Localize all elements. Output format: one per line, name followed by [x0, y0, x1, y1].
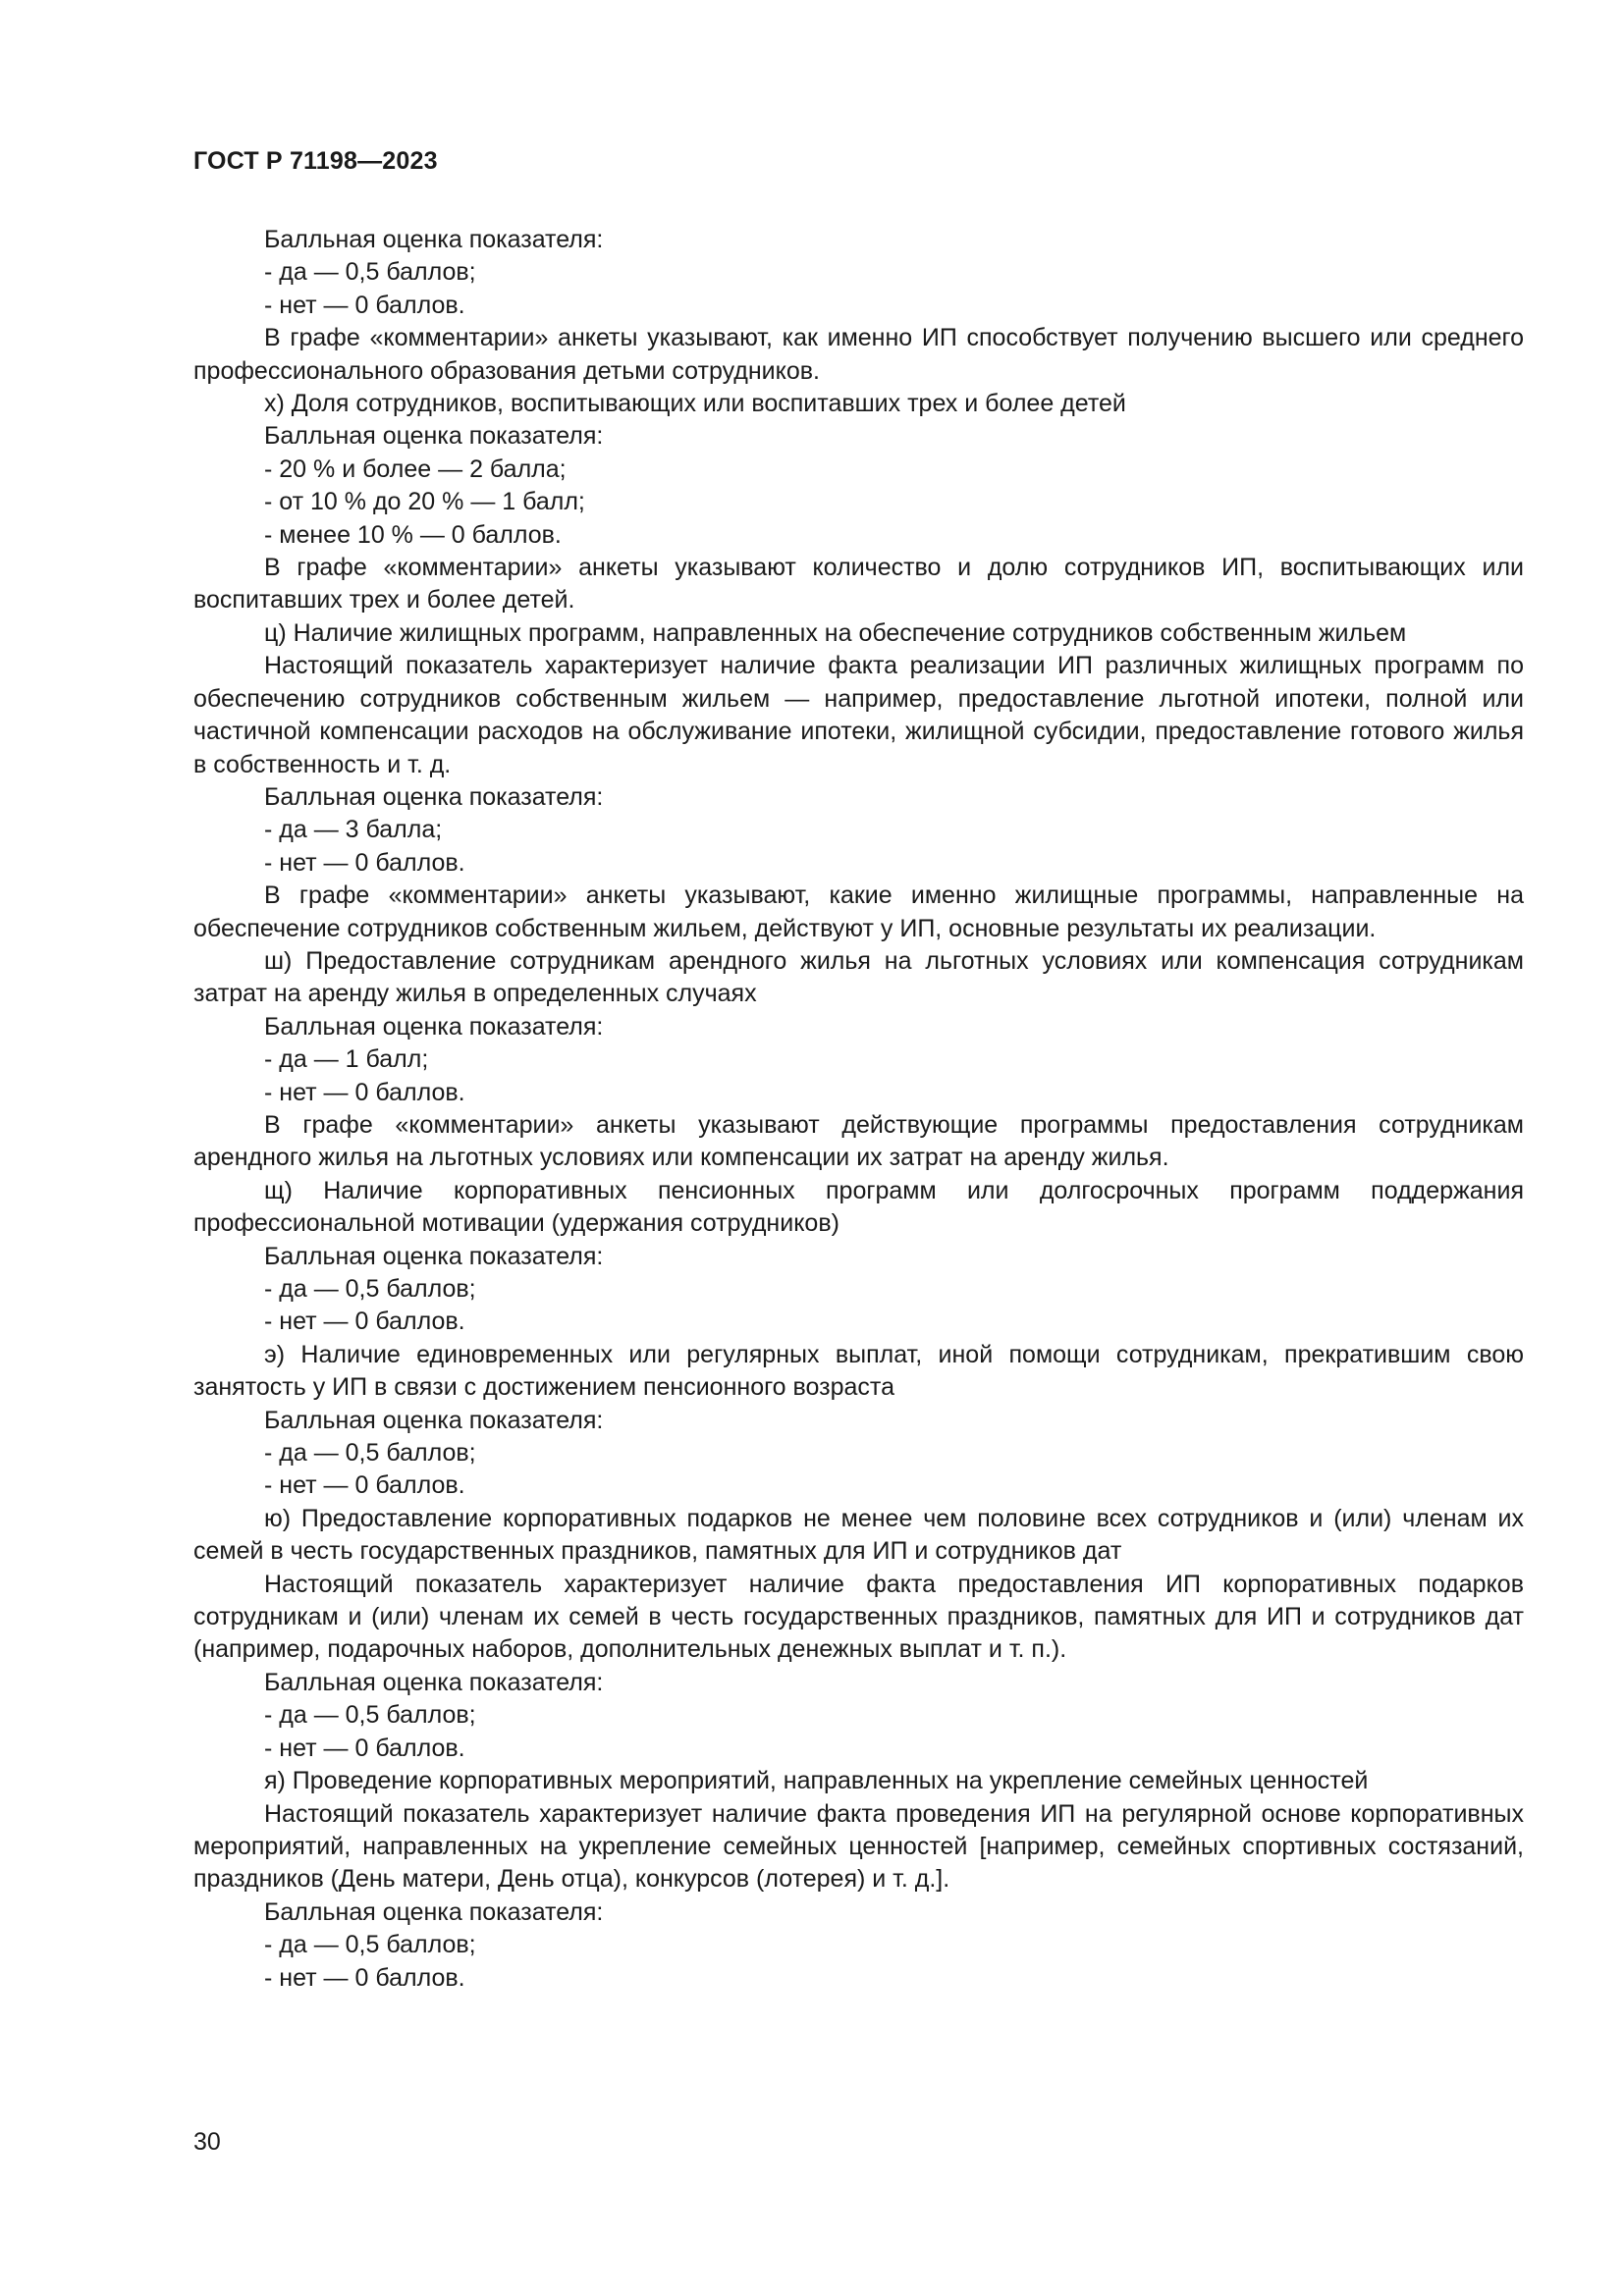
list-item: - нет — 0 баллов.	[264, 848, 465, 877]
paragraph: ю) Предоставление корпоративных подарков не менее чем половине всех сотрудников и (или) членам их семей в честь государственных праздников, памятных для ИП и сотрудников дат	[193, 1504, 1524, 1566]
page-number: 30	[193, 2128, 221, 2156]
list-item: - да — 0,5 баллов;	[264, 1701, 476, 1730]
list-item: - да — 0,5 баллов;	[264, 1439, 476, 1468]
paragraph: я) Проведение корпоративных мероприятий, направленных на укрепление семейных ценностей	[264, 1767, 1369, 1795]
paragraph: Настоящий показатель характеризует наличие факта проведения ИП на регулярной основе корпоративных мероприятий, направленных на укрепление семейных ценностей [например, семейных спортивных состязаний, праздников (День матери, День отца), конкурсов (лотерея) и т. д.].	[193, 1799, 1524, 1894]
paragraph: Настоящий показатель характеризует наличие факта реализации ИП различных жилищных программ по обеспечению сотрудников собственным жильем — например, предоставление льготной ипотеки, полной или частичной компенсации расходов на обслуживание ипотеки, жилищной субсидии, предоставление готового жилья в собственность и т. д.	[193, 652, 1524, 778]
paragraph: х) Доля сотрудников, воспитывающих или воспитавших трех и более детей	[264, 390, 1126, 418]
list-item: - да — 0,5 баллов;	[264, 258, 476, 287]
paragraph: Балльная оценка показателя:	[264, 226, 604, 253]
list-item: - от 10 % до 20 % — 1 балл;	[264, 488, 585, 516]
list-item: - да — 1 балл;	[264, 1045, 429, 1074]
paragraph: Балльная оценка показателя:	[264, 1242, 604, 1270]
paragraph: Настоящий показатель характеризует наличие факта предоставления ИП корпоративных подарков сотрудникам и (или) членам их семей в честь государственных праздников, памятных для ИП и сотрудников дат (например, подарочных наборов, дополнительных денежных выплат и т. п.).	[193, 1570, 1524, 1664]
paragraph: Балльная оценка показателя:	[264, 1897, 604, 1926]
paragraph: Балльная оценка показателя:	[264, 1012, 604, 1041]
paragraph: В графе «комментарии» анкеты указывают, какие именно жилищные программы, направленные на обеспечение сотрудников собственным жильем, действуют у ИП, основные результаты их реализации.	[193, 881, 1524, 942]
paragraph: Балльная оценка показателя:	[264, 1668, 604, 1696]
paragraph: В графе «комментарии» анкеты указывают, как именно ИП способствует получению высшего или среднего профессионального образования детьми сотрудников.	[193, 324, 1524, 385]
list-item: - нет — 0 баллов.	[264, 291, 465, 319]
paragraph: ц) Наличие жилищных программ, направленных на обеспечение сотрудников собственным жильем	[264, 618, 1407, 647]
paragraph: Балльная оценка показателя:	[264, 422, 604, 451]
list-item: - нет — 0 баллов.	[264, 1078, 465, 1106]
list-item: - нет — 0 баллов.	[264, 1308, 465, 1336]
paragraph: Балльная оценка показателя:	[264, 1406, 604, 1434]
paragraph: ш) Предоставление сотрудникам арендного жилья на льготных условиях или компенсация сотрудникам затрат на аренду жилья в определенных случаях	[193, 946, 1524, 1008]
document-body	[193, 224, 1524, 1995]
list-item: - да — 0,5 баллов;	[264, 1931, 476, 1959]
list-item: - 20 % и более — 2 балла;	[264, 454, 567, 483]
document-header: ГОСТ Р 71198—2023	[193, 147, 438, 175]
list-item: - менее 10 % — 0 баллов.	[264, 520, 562, 549]
list-item: - да — 3 балла;	[264, 816, 443, 844]
paragraph: э) Наличие единовременных или регулярных выплат, иной помощи сотрудникам, прекратившим свою занятость у ИП в связи с достижением пенсионного возраста	[193, 1340, 1524, 1402]
paragraph: В графе «комментарии» анкеты указывают действующие программы предоставления сотрудникам арендного жилья на льготных условиях или компенсации их затрат на аренду жилья.	[193, 1110, 1524, 1172]
paragraph: Балльная оценка показателя:	[264, 782, 604, 811]
list-item: - нет — 0 баллов.	[264, 1471, 465, 1500]
list-item: - да — 0,5 баллов;	[264, 1275, 476, 1303]
list-item: - нет — 0 баллов.	[264, 1963, 465, 1992]
paragraph: В графе «комментарии» анкеты указывают количество и долю сотрудников ИП, воспитывающих или воспитавших трех и более детей.	[193, 554, 1524, 614]
list-item: - нет — 0 баллов.	[264, 1734, 465, 1762]
paragraph: щ) Наличие корпоративных пенсионных программ или долгосрочных программ поддержания профессиональной мотивации (удержания сотрудников)	[193, 1176, 1524, 1238]
